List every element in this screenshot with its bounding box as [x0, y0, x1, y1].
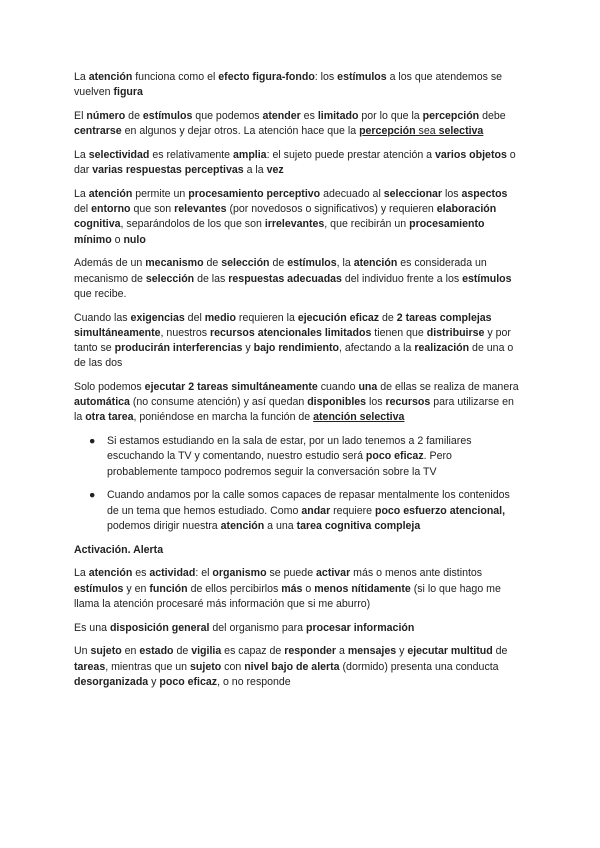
text-run: a la	[243, 164, 267, 177]
text-run: por lo que la	[358, 110, 423, 122]
text-run: atención selectiva	[313, 411, 405, 424]
text-run: requieren la	[235, 311, 298, 324]
bold-text-run: producirán interferencias	[114, 342, 243, 355]
bold-text-run: menos nítidamente	[314, 582, 411, 595]
bold-text-run: más	[281, 582, 303, 595]
bold-text-run: selección	[221, 257, 270, 270]
text-run: del	[184, 311, 205, 324]
bold-text-run: atención	[88, 567, 133, 580]
bold-text-run: estado	[139, 645, 174, 658]
bold-text-run: recursos	[385, 396, 431, 409]
bold-text-run: ejecución eficaz	[297, 311, 380, 324]
bold-text-run: vez	[266, 164, 284, 177]
text-run: de las	[194, 272, 229, 285]
document-body	[74, 70, 522, 699]
bold-text-run: efecto figura-fondo	[218, 71, 315, 83]
text-run: , la	[336, 257, 354, 270]
bold-text-run: disposición general	[109, 621, 210, 634]
text-run: adecuado al	[320, 188, 384, 200]
text-run: y por tanto se	[74, 326, 511, 355]
text-run: , o no responde	[217, 675, 291, 688]
bold-text-run: andar	[301, 504, 331, 517]
bold-text-run: procesamiento mínimo	[74, 218, 485, 246]
text-run: de una o de las dos	[74, 342, 514, 370]
bold-text-run: elaboración cognitiva	[74, 203, 497, 231]
text-run: : el	[195, 567, 213, 580]
text-run: de	[269, 257, 288, 270]
text-run: debe	[479, 110, 506, 122]
text-run: a	[336, 645, 348, 658]
text-run: Solo podemos	[74, 381, 145, 394]
paragraph	[74, 621, 522, 636]
text-run: podemos dirigir nuestra	[107, 519, 221, 532]
bold-text-run: nivel bajo de alerta	[244, 660, 340, 673]
text-run: que recibe.	[74, 287, 127, 300]
bold-text-run: amplia	[233, 149, 267, 161]
bold-text-run: relevantes	[174, 203, 227, 216]
paragraph	[74, 148, 522, 178]
bold-text-run: procesar información	[306, 621, 415, 634]
bold-text-run	[439, 125, 484, 137]
bold-text-run: bajo rendimiento	[253, 342, 339, 355]
text-run: La	[74, 188, 89, 200]
bold-text-run: medio	[204, 311, 236, 324]
bold-text-run: atender	[262, 110, 301, 122]
list-item	[74, 434, 522, 480]
text-run: es capaz de	[221, 645, 285, 658]
text-run: para utilizarse en la	[74, 396, 514, 424]
bold-text-run: una	[358, 381, 378, 394]
text-run: de	[203, 257, 222, 270]
bullet-icon: ●	[89, 489, 96, 502]
text-run: , que recibirán un	[324, 218, 410, 231]
paragraph	[74, 380, 522, 426]
text-run: (no consume atención) y así quedan	[129, 396, 308, 409]
bold-text-run: atención	[220, 519, 265, 532]
text-run: cuando	[317, 381, 359, 394]
text-run: y	[396, 645, 408, 658]
paragraph	[74, 311, 522, 372]
text-run: , afectando a la	[338, 342, 415, 355]
bold-text-run: otra tarea	[85, 411, 134, 424]
text-run: requiere	[330, 504, 375, 517]
bold-text-run: sujeto	[190, 660, 222, 673]
intro-section	[74, 70, 522, 426]
text-run: de	[173, 645, 192, 658]
text-run: de	[125, 110, 143, 122]
bold-text-run: activar	[316, 567, 351, 580]
paragraph	[74, 109, 522, 139]
text-run: (dormido) presenta una conducta	[339, 660, 499, 673]
text-run: funciona como el	[132, 71, 219, 83]
bold-text-run: varios objetos	[435, 149, 507, 161]
text-run: los	[366, 396, 386, 409]
bold-text-run	[313, 411, 404, 423]
text-run: , nuestros	[160, 326, 211, 339]
text-run: y en	[123, 582, 150, 595]
text-run: es relativamente	[149, 149, 234, 161]
text-run: es considerada un mecanismo de	[74, 257, 487, 285]
text-run: de	[492, 645, 508, 658]
bold-text-run: aspectos	[461, 188, 508, 200]
text-run: es	[132, 567, 150, 580]
bold-text-run: selección	[145, 272, 195, 285]
bold-text-run: automática	[74, 396, 130, 409]
text-run: percepción	[359, 125, 416, 138]
text-run: a los que atendemos se vuelven	[74, 71, 503, 99]
text-run: o	[111, 233, 124, 246]
bold-text-run: atención	[88, 188, 133, 200]
bold-text-run: estímulos	[142, 110, 193, 122]
bold-text-run: función	[149, 582, 188, 595]
text-run: y	[148, 675, 160, 688]
section-heading: Activación. Alerta	[74, 543, 164, 556]
bold-text-run: 2 tareas complejas simultáneamente	[74, 311, 492, 339]
text-run: La	[74, 71, 89, 83]
bold-text-run: irrelevantes	[264, 218, 325, 231]
bold-text-run: procesamiento perceptivo	[188, 188, 321, 200]
text-run: es	[300, 110, 318, 122]
text-run: del organismo para	[209, 621, 307, 634]
paragraph	[74, 256, 522, 302]
text-run: en algunos y dejar otros. La atención hace que la	[121, 125, 360, 138]
bold-text-run: ejecutar multitud	[407, 645, 493, 658]
text-run: o dar	[74, 149, 516, 177]
paragraph	[74, 187, 522, 248]
text-run: (por novedosos o significativos) y requieren	[226, 203, 437, 216]
bold-text-run: mensajes	[347, 645, 397, 658]
bold-text-run: poco esfuerzo atencional,	[374, 504, 506, 517]
bold-text-run: mecanismo	[145, 257, 204, 270]
text-run: Además de un	[74, 257, 146, 270]
text-run: que son	[130, 203, 175, 216]
bold-text-run: tarea cognitiva compleja	[296, 519, 421, 532]
text-run: Un	[74, 645, 91, 658]
bold-text-run: percepción	[422, 110, 480, 122]
text-run: (si lo que hago me llama la atención procesaré más información que si me aburro)	[74, 582, 501, 610]
bold-text-run: centrarse	[74, 125, 122, 138]
text-run: y	[242, 342, 254, 355]
text-run: o	[302, 582, 315, 595]
text-run: , separándolos de los que son	[120, 218, 265, 231]
bold-text-run: sujeto	[90, 645, 122, 658]
text-run: : los	[314, 71, 338, 83]
text-run: de ellas se realiza de manera	[377, 381, 519, 394]
bold-text-run	[359, 125, 416, 137]
text-run: sea	[415, 125, 439, 138]
paragraph	[74, 566, 522, 612]
bold-text-run: desorganizada	[74, 675, 149, 688]
bold-text-run: número	[86, 110, 126, 122]
text-run: Si estamos estudiando en la sala de estar, por un lado tenemos a 2 familiares escuchando la TV y comentando, nuestro estudio será	[107, 435, 472, 463]
bold-text-run: ejecutar 2 tareas simultáneamente	[144, 381, 318, 394]
bold-text-run: estímulos	[462, 272, 512, 285]
bold-text-run: organismo	[212, 567, 267, 580]
text-run: permite un	[132, 188, 189, 200]
text-run: con	[221, 660, 245, 673]
examples-list	[74, 434, 522, 534]
text-run: en	[121, 645, 140, 658]
text-run: del individuo frente a los	[341, 272, 463, 285]
text-run: . Pero probablemente tampoco podremos seguir la conversación sobre la TV	[107, 450, 452, 478]
bold-text-run: atención	[88, 71, 133, 83]
activation-section	[74, 566, 522, 690]
bold-text-run: figura	[113, 86, 143, 99]
bold-text-run: atención	[353, 257, 398, 270]
bold-text-run: recursos atencionales limitados	[210, 326, 372, 339]
text-run: se puede	[266, 567, 317, 580]
text-run: de ellos percibirlos	[187, 582, 282, 595]
text-run: : el sujeto puede prestar atención a	[266, 149, 436, 161]
text-run: La	[74, 149, 89, 161]
bold-text-run: poco eficaz	[159, 675, 218, 688]
bullet-icon: ●	[89, 435, 96, 448]
bold-text-run: respuestas adecuadas	[228, 272, 342, 285]
text-run: que podemos	[192, 110, 263, 122]
text-run: más o menos ante distintos	[350, 567, 483, 580]
bold-text-run: nulo	[123, 233, 146, 246]
bold-text-run: estímulos	[287, 257, 337, 270]
text-run: Es una	[74, 621, 110, 634]
bold-text-run: limitado	[317, 110, 359, 122]
text-run: los	[442, 188, 462, 200]
text-run: Cuando andamos por la calle somos capaces de repasar mentalmente los contenidos de un tema que hemos estudiado. Como	[107, 489, 510, 517]
bold-text-run: estímulos	[74, 582, 124, 595]
bold-text-run: tareas	[74, 660, 106, 673]
list-item	[74, 488, 522, 534]
text-run: de	[379, 311, 397, 324]
text-run: selectiva	[438, 125, 484, 138]
text-run: Cuando las	[74, 311, 131, 324]
bold-text-run: selectividad	[88, 149, 150, 161]
text-run: , mientras que un	[105, 660, 191, 673]
bold-text-run: vigilia	[191, 645, 222, 658]
bold-text-run: distribuirse	[426, 326, 485, 339]
bold-text-run: estímulos	[337, 71, 387, 83]
bold-text-run: seleccionar	[383, 188, 443, 200]
text-run: , poniéndose en marcha la función de	[133, 411, 314, 424]
bold-text-run: poco eficaz	[365, 450, 424, 463]
text-run: a una	[264, 519, 297, 532]
bold-text-run: actividad	[149, 567, 196, 580]
bold-text-run: realización	[414, 342, 470, 355]
paragraph	[74, 644, 522, 690]
bold-text-run: disponibles	[307, 396, 367, 409]
text-run: El	[74, 110, 87, 122]
paragraph	[74, 70, 522, 100]
text-run: La	[74, 567, 89, 580]
text-run: del	[74, 203, 92, 216]
bold-text-run: responder	[284, 645, 337, 658]
bold-text-run: varias respuestas perceptivas	[92, 164, 244, 177]
bold-text-run: entorno	[91, 203, 131, 216]
bold-text-run: exigencias	[130, 311, 185, 324]
text-run: tienen que	[371, 326, 427, 339]
